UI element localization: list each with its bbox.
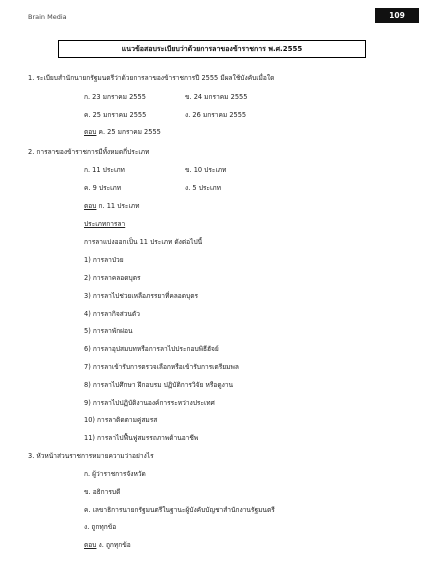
q2-option-c: ค. 9 ประเภท <box>84 184 122 192</box>
section-heading: ประเภทการลา <box>84 220 126 228</box>
leave-type: 5) การลาพักผ่อน <box>84 327 133 335</box>
leave-type: 8) การลาไปศึกษา ฝึกอบรม ปฏิบัติการวิจัย หรือดูงาน <box>84 381 234 389</box>
leave-type: 2) การลาคลอดบุตร <box>84 274 141 282</box>
question-2: 2. การลาของข้าราชการมีทั้งหมดกี่ประเภท <box>28 148 150 156</box>
leave-type: 10) การลาติดตามคู่สมรส <box>84 416 158 424</box>
answer-text: ง. ถูกทุกข้อ <box>96 541 131 549</box>
q1-option-c: ค. 25 มกราคม 2555 <box>84 111 147 119</box>
answer-label: ตอบ <box>84 128 97 136</box>
page-number: 109 <box>375 8 419 23</box>
question-1: 1. ระเบียบสำนักนายกรัฐมนตรีว่าด้วยการลาของข้าราชการปี 2555 มีผลใช้บังคับเมื่อใด <box>28 74 275 82</box>
types-intro: การลาแบ่งออกเป็น 11 ประเภท ดังต่อไปนี้ <box>84 238 203 246</box>
q2-option-d: ง. 5 ประเภท <box>185 184 221 192</box>
leave-type: 4) การลากิจส่วนตัว <box>84 310 140 318</box>
q3-option-b: ข. อธิการบดี <box>84 488 121 496</box>
q2-option-a: ก. 11 ประเภท <box>84 166 125 174</box>
leave-type: 7) การลาเข้ารับการตรวจเลือกหรือเข้ารับการเตรียมพล <box>84 363 239 371</box>
leave-type: 6) การลาอุปสมบทหรือการลาไปประกอบพิธีฮัจย์ <box>84 345 219 353</box>
leave-type: 1) การลาป่วย <box>84 256 124 264</box>
q3-option-d: ง. ถูกทุกข้อ <box>84 523 117 531</box>
q2-answer <box>84 202 139 211</box>
document-title: แนวข้อสอบระเบียบว่าด้วยการลาของข้าราชการ พ.ศ.2555 <box>58 40 366 58</box>
answer-label: ตอบ <box>84 541 97 549</box>
q2-option-b: ข. 10 ประเภท <box>185 166 227 174</box>
q3-option-a: ก. ผู้ว่าราชการจังหวัด <box>84 470 146 478</box>
q3-option-c: ค. เลขาธิการนายกรัฐมนตรีในฐานะผู้บังคับบัญชาสำนักงานรัฐมนตรี <box>84 506 275 514</box>
q1-option-b: ข. 24 มกราคม 2555 <box>185 93 248 101</box>
answer-label: ตอบ <box>84 202 97 210</box>
brand-label: Brain Media <box>28 13 67 21</box>
question-3: 3. หัวหน้าส่วนราชการหมายความว่าอย่างไร <box>28 452 154 460</box>
q1-option-a: ก. 23 มกราคม 2555 <box>84 93 146 101</box>
q1-option-d: ง. 26 มกราคม 2555 <box>185 111 247 119</box>
leave-type: 11) การลาไปฟื้นฟูสมรรถภาพด้านอาชีพ <box>84 434 199 442</box>
answer-text: ก. 11 ประเภท <box>96 202 140 210</box>
q1-answer <box>84 128 161 137</box>
q3-answer <box>84 541 131 550</box>
answer-text: ค. 25 มกราคม 2555 <box>96 128 161 136</box>
leave-type: 9) การลาไปปฏิบัติงานองค์การระหว่างประเทศ <box>84 399 215 407</box>
leave-type: 3) การลาไปช่วยเหลือภรรยาที่คลอดบุตร <box>84 292 199 300</box>
